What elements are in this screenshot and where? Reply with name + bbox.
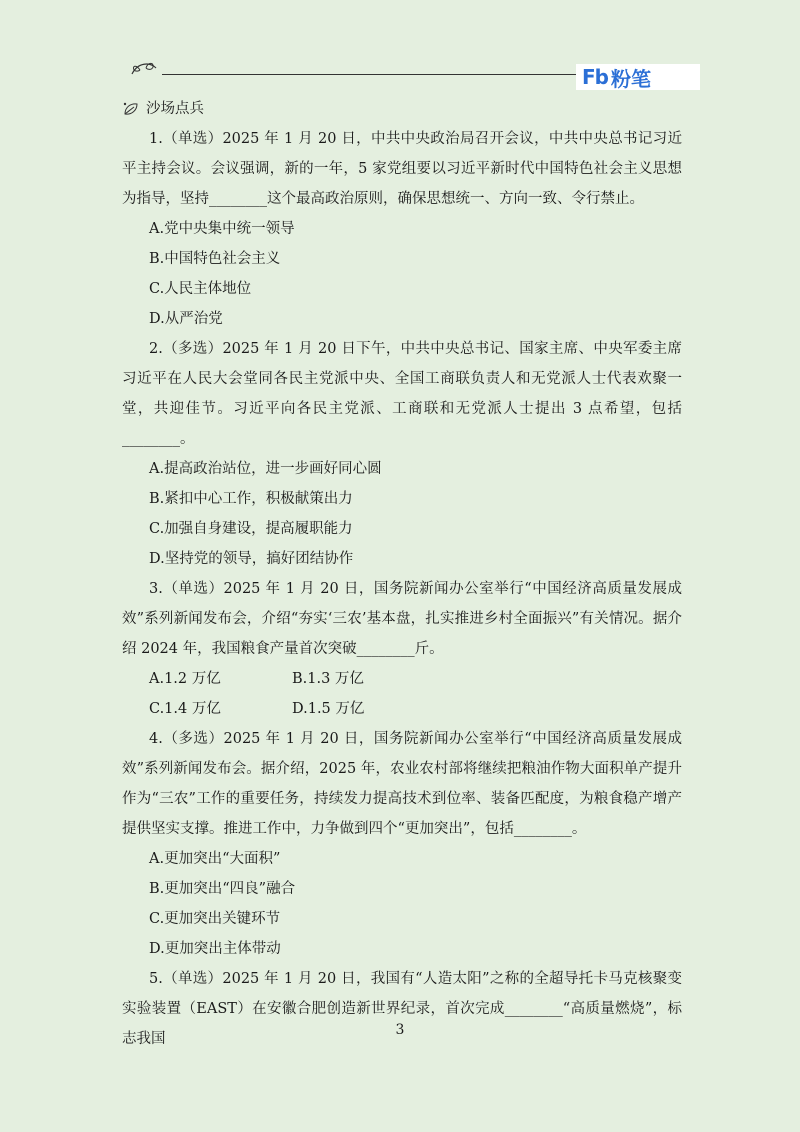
question-2-stem: 2.（多选）2025 年 1 月 20 日下午，中共中央总书记、国家主席、中央军委主席习近平在人民大会堂同各民主党派中央、全国工商联负责人和无党派人士代表欢聚一堂，共迎佳节。习近平向各民主党派、工商联和无党派人士提出 3 点希望，包括________。: [122, 341, 682, 447]
question-2-option-a: A.提高政治站位，进一步画好同心圆: [149, 461, 382, 477]
question-4-option-c: C.更加突出关键环节: [149, 911, 281, 927]
sprout-icon: [128, 58, 162, 80]
question-1-option-c: C.人民主体地位: [149, 281, 252, 297]
question-3-option-c: C.1.4 万亿: [149, 701, 221, 717]
question-5-stem: 5.（单选）2025 年 1 月 20 日，我国有“人造太阳”之称的全超导托卡马克核聚变实验装置（EAST）在安徽合肥创造新世界纪录，首次完成________“高质量燃烧”，标志我国: [122, 971, 682, 1047]
question-1-option-d: D.从严治党: [149, 311, 223, 327]
question-4-option-d: D.更加突出主体带动: [149, 941, 281, 957]
question-1-option-b: B.中国特色社会主义: [149, 251, 281, 267]
section-title: 沙场点兵: [146, 101, 204, 117]
question-4-stem: 4.（多选）2025 年 1 月 20 日，国务院新闻办公室举行“中国经济高质量发展成效”系列新闻发布会。据介绍，2025 年，农业农村部将继续把粮油作物大面积单产提升作为“三农”工作的重要任务，持续发力提高技术到位率、装备匹配度，为粮食稳产增产提供坚实支撑。推进工作中，力争做到四个“更加突出”，包括________。: [122, 731, 682, 837]
page-number: 3: [395, 1022, 405, 1038]
question-3-stem: 3.（单选）2025 年 1 月 20 日，国务院新闻办公室举行“中国经济高质量发展成效”系列新闻发布会，介绍“夯实‘三农’基本盘，扎实推进乡村全面振兴”有关情况。据介绍 2024 年，我国粮食产量首次突破________斤。: [122, 581, 682, 657]
question-3-option-a: A.1.2 万亿: [149, 671, 221, 687]
question-2-option-b: B.紧扣中心工作，积极献策出力: [149, 491, 353, 507]
fenbi-logo: [576, 64, 700, 90]
question-2-option-c: C.加强自身建设，提高履职能力: [149, 521, 353, 537]
header-rule: [162, 74, 582, 75]
question-1-option-a: A.党中央集中统一领导: [149, 221, 295, 237]
question-3-option-b: B.1.3 万亿: [292, 671, 364, 687]
question-3-options-row-1: [122, 664, 682, 694]
page-header: [118, 50, 698, 94]
question-3-options-row-2: [122, 694, 682, 724]
question-1-stem: 1.（单选）2025 年 1 月 20 日，中共中央政治局召开会议，中共中央总书记习近平主持会议。会议强调，新的一年，5 家党组要以习近平新时代中国特色社会主义思想为指导，坚持________这个最高政治原则，确保思想统一、方向一致、令行禁止。: [122, 131, 682, 207]
question-2-option-d: D.坚持党的领导，搞好团结协作: [149, 551, 354, 567]
logo-text: 粉笔: [610, 66, 651, 91]
section-heading: [122, 94, 682, 124]
question-4-option-a: A.更加突出“大面积”: [149, 851, 281, 867]
leaf-icon: [122, 101, 140, 117]
question-4-option-b: B.更加突出“四良”融合: [149, 881, 296, 897]
question-3-option-d: D.1.5 万亿: [292, 701, 365, 717]
logo-mark: Fb: [582, 65, 608, 89]
document-body: [122, 94, 682, 1054]
